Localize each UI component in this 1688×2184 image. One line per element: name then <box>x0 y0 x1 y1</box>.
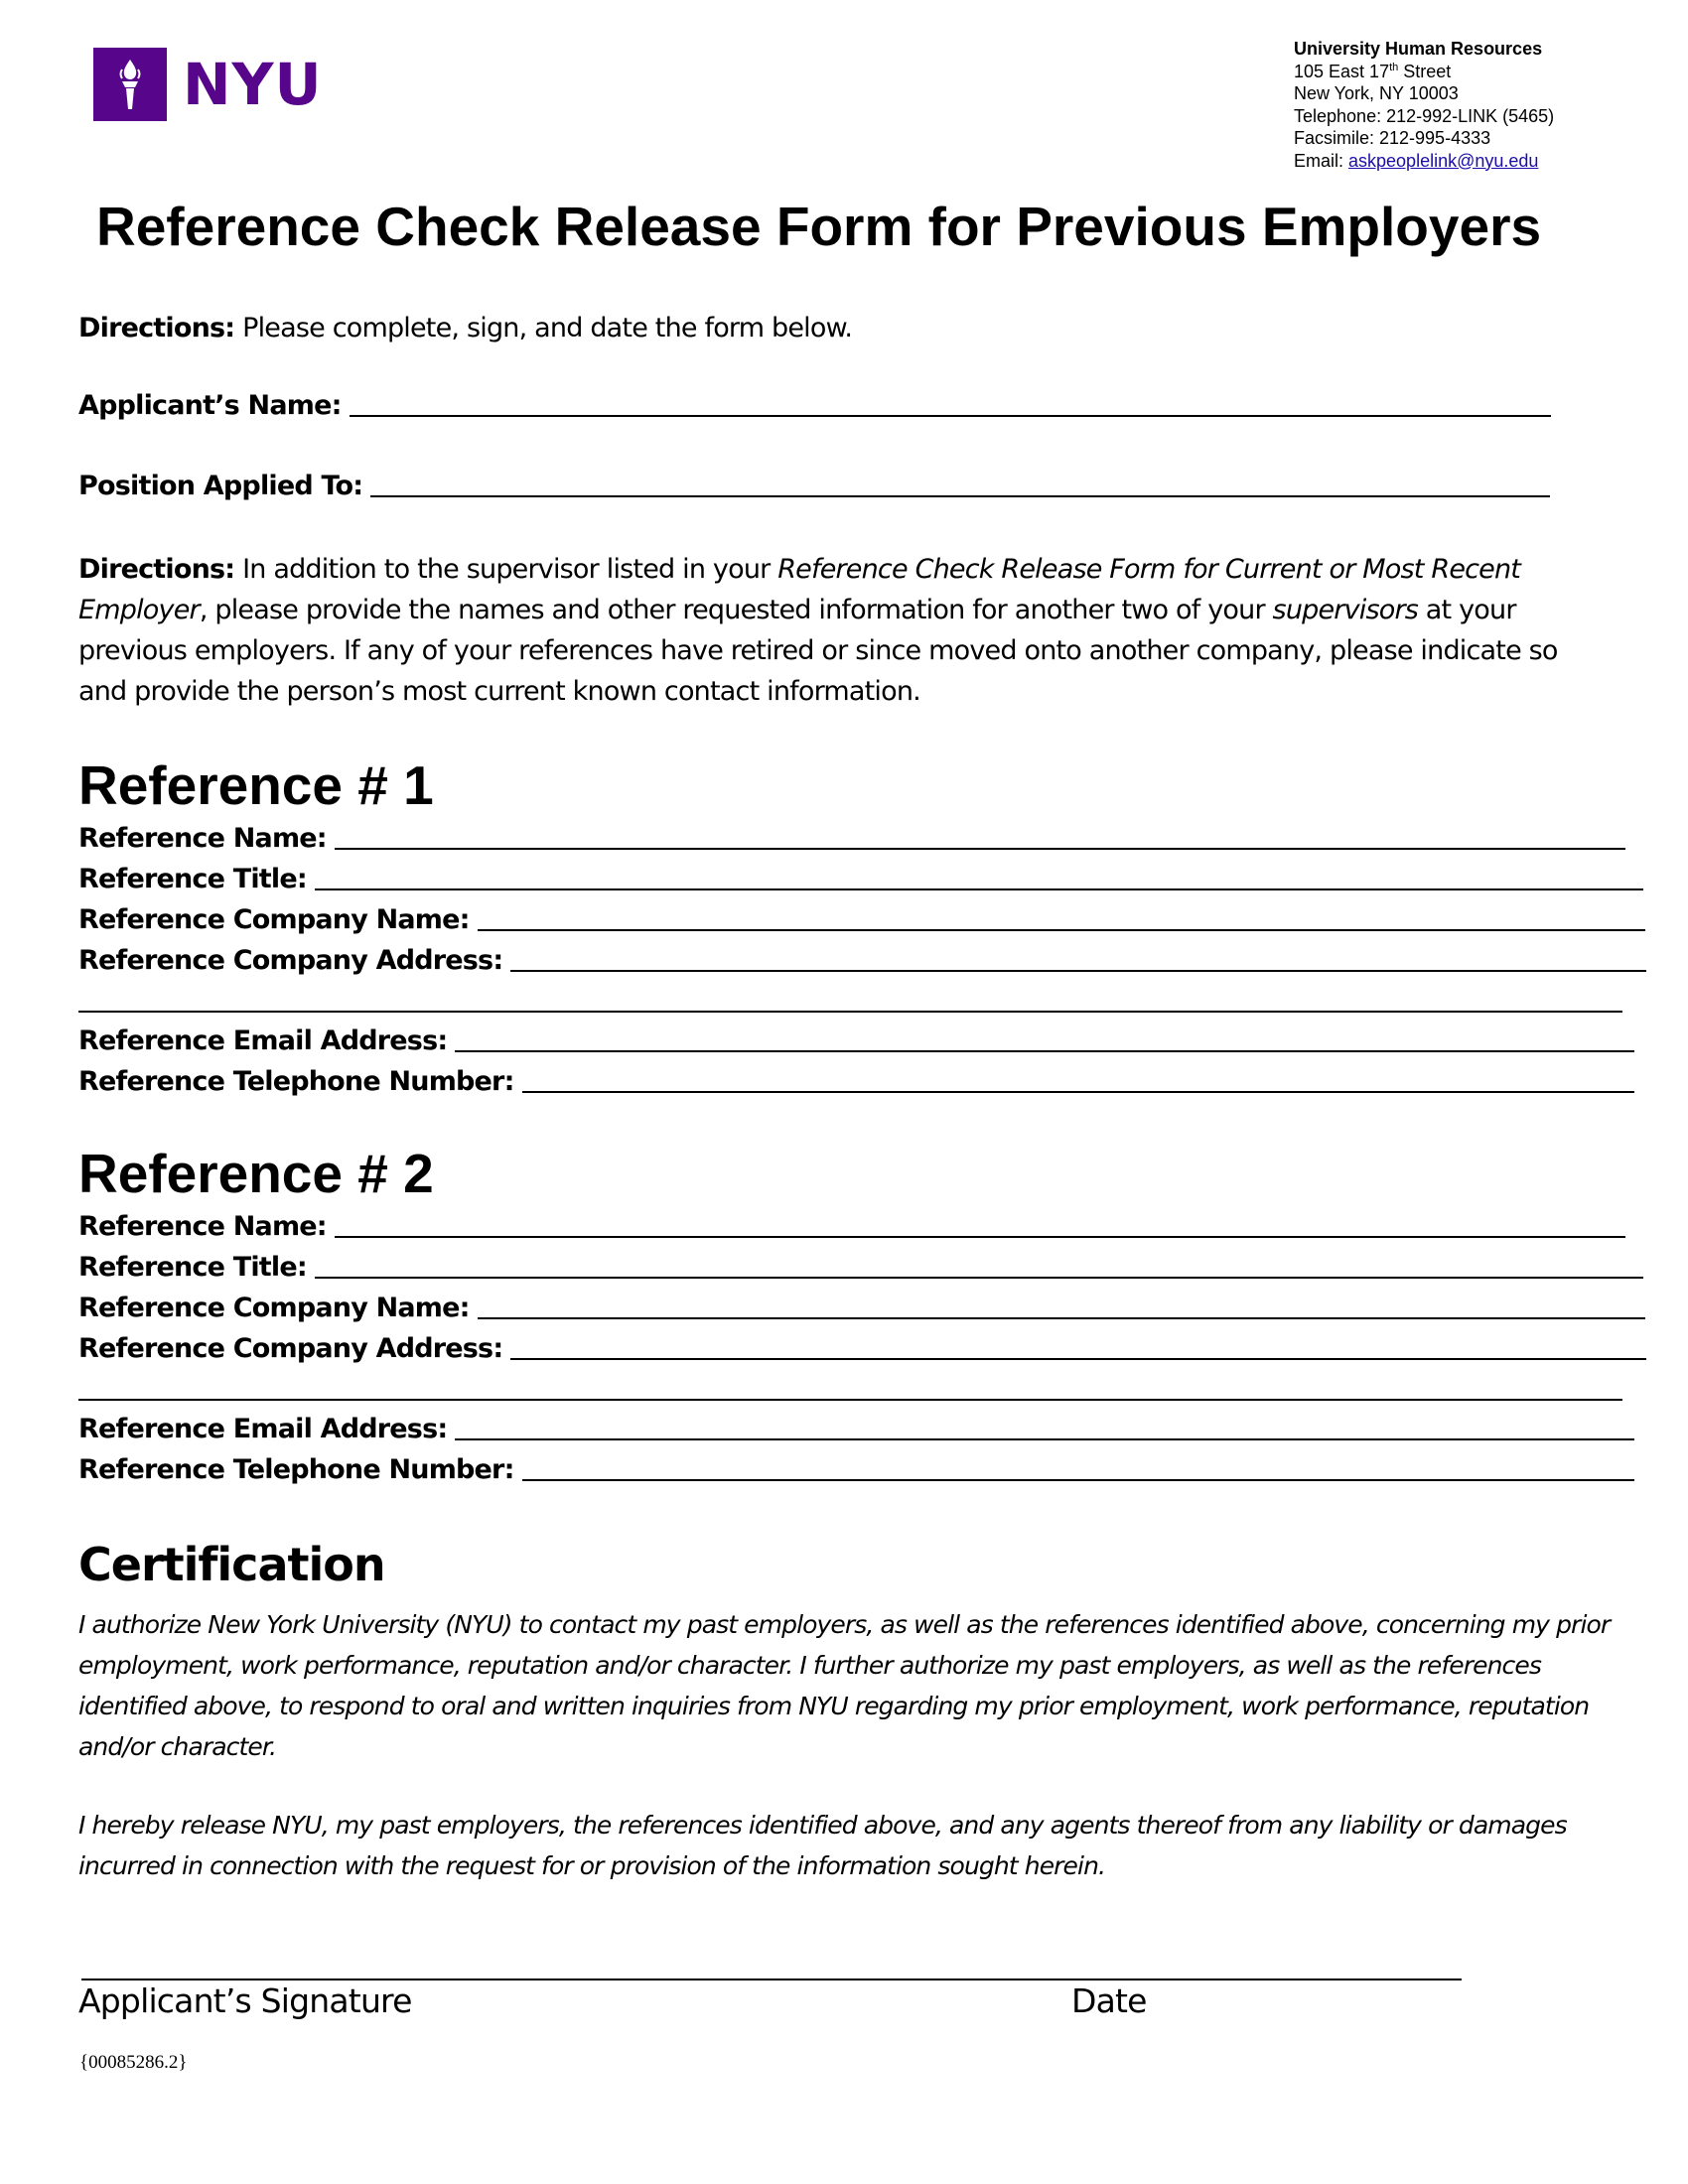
nyu-logo <box>93 47 323 122</box>
ref1-phone-label: Reference Telephone Number: <box>78 1066 514 1097</box>
applicant-name-label: Applicant’s Name: <box>78 390 342 421</box>
ref1-email-field[interactable] <box>78 1023 1634 1056</box>
signature-label: Applicant’s Signature <box>78 1981 412 2020</box>
ref2-email-label: Reference Email Address: <box>78 1414 448 1444</box>
ref1-address-field[interactable] <box>78 942 1646 976</box>
telephone-line: Telephone: 212-992-LINK (5465) <box>1294 105 1555 126</box>
ref1-title-line[interactable] <box>315 861 1643 890</box>
ref1-name-field[interactable] <box>78 820 1625 854</box>
ref2-email-line[interactable] <box>455 1411 1634 1440</box>
ref2-address-line[interactable] <box>510 1330 1646 1360</box>
ref2-address-label: Reference Company Address: <box>78 1333 503 1364</box>
torch-icon <box>93 48 167 121</box>
ref2-phone-field[interactable] <box>78 1451 1634 1485</box>
date-label: Date <box>1071 1981 1147 2020</box>
ref2-address-line-2[interactable] <box>78 1399 1622 1401</box>
certification-paragraph-1: I authorize New York University (NYU) to contact my past employers, as well as the references identified above, concerning my prior employment, work performance, reputation and/or character. I further authorize my past employers, as well as the references identified above, to respond to oral and written inquiries from NYU regarding my prior employment, work performance, reputation and/or character. <box>78 1610 1611 1761</box>
org-name: University Human Resources <box>1294 39 1543 59</box>
page-title: Reference Check Release Form for Previous Employers <box>96 196 1542 257</box>
applicant-name-field[interactable] <box>78 387 1551 421</box>
ref1-name-label: Reference Name: <box>78 823 327 854</box>
ref2-email-field[interactable] <box>78 1411 1634 1444</box>
ref2-name-line[interactable] <box>335 1208 1625 1238</box>
ref2-phone-label: Reference Telephone Number: <box>78 1454 514 1485</box>
hr-address-block <box>1294 38 1554 172</box>
email-link[interactable]: askpeoplelink@nyu.edu <box>1348 150 1539 171</box>
ref2-company-field[interactable] <box>78 1290 1645 1323</box>
ref2-phone-line[interactable] <box>522 1451 1634 1481</box>
ref2-title-field[interactable] <box>78 1249 1643 1283</box>
ref2-name-field[interactable] <box>78 1208 1625 1242</box>
position-label: Position Applied To: <box>78 471 363 501</box>
ref2-title-line[interactable] <box>315 1249 1643 1279</box>
city-line: New York, NY 10003 <box>1294 83 1459 103</box>
ref1-phone-line[interactable] <box>522 1063 1634 1093</box>
certification-paragraph-2: I hereby release NYU, my past employers, the references identified above, and any agents thereof from any liability or damages incurred in connection with the request for or provision of the information sought herein. <box>78 1811 1567 1880</box>
certification-heading: Certification <box>78 1538 385 1591</box>
ref1-name-line[interactable] <box>335 820 1625 850</box>
ref2-address-field[interactable] <box>78 1330 1646 1364</box>
reference-2-heading: Reference # 2 <box>78 1143 434 1204</box>
street-address: 105 East 17th Street <box>1294 61 1452 81</box>
ref1-email-line[interactable] <box>455 1023 1634 1052</box>
fax-line: Facsimile: 212-995-4333 <box>1294 128 1491 148</box>
ref2-title-label: Reference Title: <box>78 1252 307 1283</box>
directions-references: Directions: In addition to the supervisor listed in your Reference Check Release Form for Current or Most Recent Employer, please provide the names and other requested information for another two of your supervisors at your previous employers. If any of your references have retired or since moved onto another company, please indicate so and provide the person’s most current known contact information. <box>78 554 1558 707</box>
ref1-address-line-2[interactable] <box>78 1011 1622 1013</box>
logo-wordmark: NYU <box>183 51 323 118</box>
reference-1-heading: Reference # 1 <box>78 754 434 816</box>
ref1-company-line[interactable] <box>478 901 1645 931</box>
ref2-company-label: Reference Company Name: <box>78 1293 470 1323</box>
applicant-name-line[interactable] <box>350 387 1551 417</box>
ref2-company-line[interactable] <box>478 1290 1645 1319</box>
ref1-address-label: Reference Company Address: <box>78 945 503 976</box>
signature-line[interactable] <box>81 1979 1462 1980</box>
directions-intro: Directions: Please complete, sign, and date the form below. <box>78 313 853 343</box>
ref1-phone-field[interactable] <box>78 1063 1634 1097</box>
ref1-title-field[interactable] <box>78 861 1643 894</box>
ref1-email-label: Reference Email Address: <box>78 1025 448 1056</box>
ref2-name-label: Reference Name: <box>78 1211 327 1242</box>
ref1-title-label: Reference Title: <box>78 864 307 894</box>
document-id: {00085286.2} <box>79 2052 188 2073</box>
position-line[interactable] <box>370 468 1550 497</box>
ref1-company-label: Reference Company Name: <box>78 904 470 935</box>
email-line: Email: askpeoplelink@nyu.edu <box>1294 150 1539 171</box>
position-field[interactable] <box>78 468 1550 501</box>
ref1-company-field[interactable] <box>78 901 1645 935</box>
ref1-address-line[interactable] <box>510 942 1646 972</box>
